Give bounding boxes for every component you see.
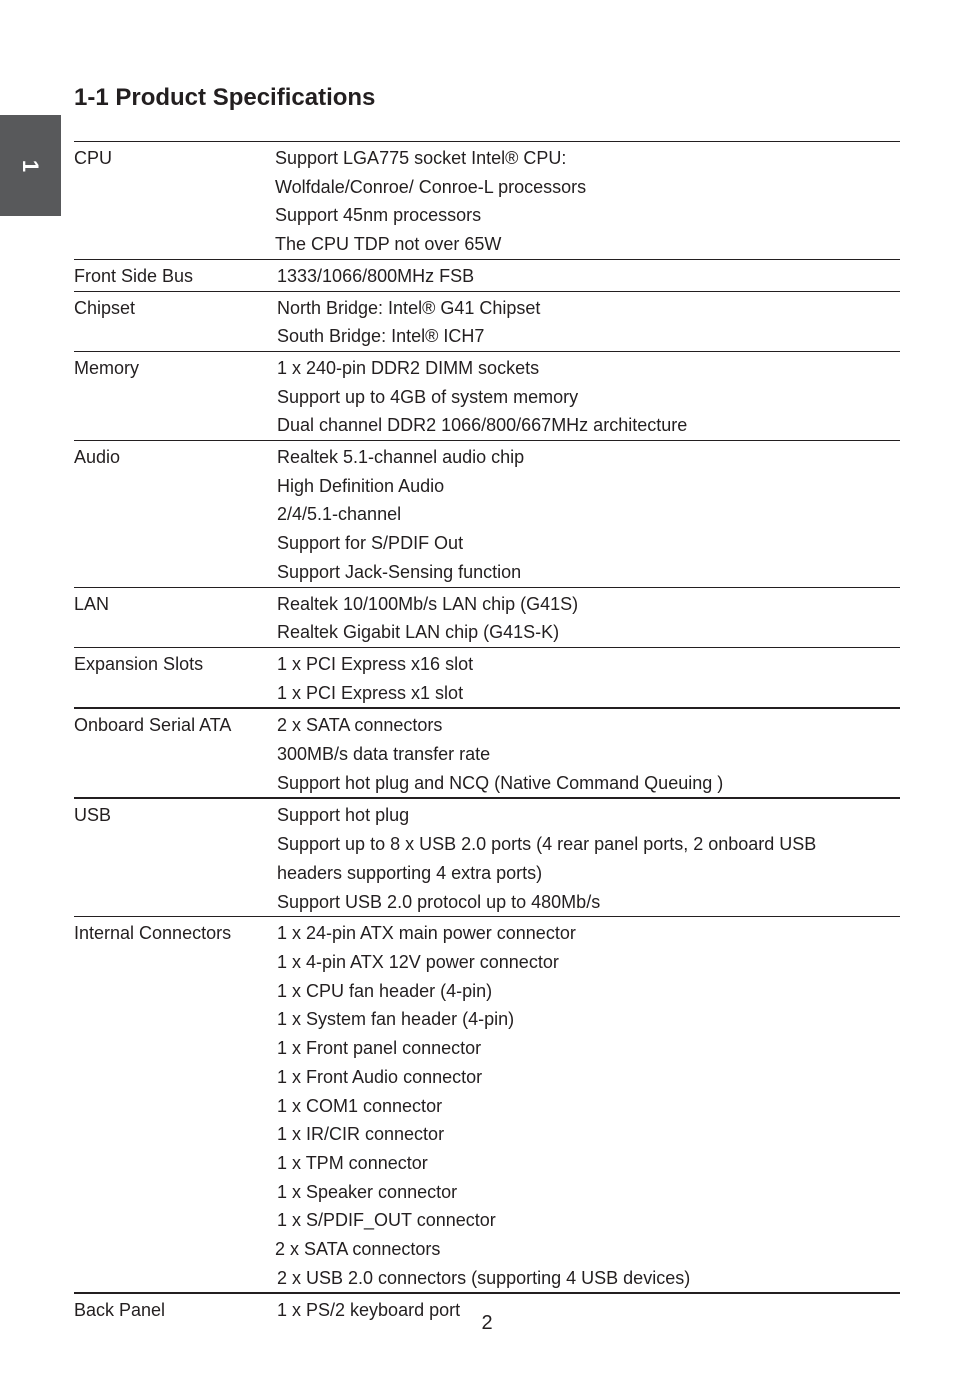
spec-line: Support for S/PDIF Out: [277, 533, 464, 554]
spec-row-usb: [74, 799, 900, 917]
spec-label: Internal Connectors: [74, 923, 232, 944]
spec-line: Support hot plug and NCQ (Native Command Queuing ): [277, 772, 724, 793]
spec-line: 1 x PS/2 keyboard port: [277, 1300, 461, 1321]
spec-label: Audio: [74, 447, 121, 468]
spec-label: Chipset: [74, 297, 136, 318]
spec-line: Realtek 10/100Mb/s LAN chip (G41S): [277, 593, 579, 614]
spec-label: CPU: [74, 148, 113, 168]
spec-values: [277, 294, 900, 351]
spec-values: [277, 144, 900, 259]
spec-line: 1 x Speaker connector: [277, 1181, 458, 1202]
spec-values: [277, 919, 900, 1292]
spec-table: [74, 141, 900, 1325]
spec-line: 1 x IR/CIR connector: [277, 1124, 445, 1145]
chapter-tab-number: 1: [18, 159, 44, 172]
spec-line: 1 x S/PDIF_OUT connector: [277, 1210, 496, 1231]
spec-line: Support 45nm processors: [275, 205, 482, 226]
spec-row-chipset: [74, 292, 900, 352]
spec-line: 1 x System fan header (4-pin): [277, 1009, 515, 1030]
spec-values: [277, 650, 900, 707]
spec-row-memory: [74, 352, 900, 441]
spec-line: Wolfdale/Conroe/ Conroe-L processors: [275, 176, 587, 197]
spec-label: Back Panel: [74, 1300, 166, 1321]
spec-label: Front Side Bus: [74, 265, 194, 286]
spec-label: USB: [74, 805, 112, 826]
spec-line: 1 x Front Audio connector: [277, 1066, 483, 1087]
spec-label: Expansion Slots: [74, 653, 204, 674]
spec-line: 2/4/5.1-channel: [277, 504, 402, 525]
spec-label: Onboard Serial ATA: [74, 715, 232, 736]
spec-row-lan: [74, 588, 900, 648]
spec-line: 1 x Front panel connector: [277, 1038, 482, 1059]
spec-line: 300MB/s data transfer rate: [277, 744, 491, 765]
page-number: 2: [481, 1312, 493, 1334]
page-title: 1-1 Product Specifications: [74, 84, 376, 111]
spec-line: headers supporting 4 extra ports): [277, 862, 543, 883]
chapter-tab: [0, 115, 61, 216]
spec-line: 2 x SATA connectors: [275, 1239, 441, 1260]
spec-line: Support up to 4GB of system memory: [277, 386, 579, 407]
spec-line: 1 x CPU fan header (4-pin): [277, 980, 493, 1001]
spec-row-onboard-serial-ata: [74, 709, 900, 799]
spec-row-front-side-bus: [74, 260, 900, 292]
spec-values: [277, 262, 900, 291]
spec-values: [277, 711, 900, 797]
spec-values: [277, 443, 900, 587]
spec-row-audio: [74, 441, 900, 588]
spec-line: High Definition Audio: [277, 475, 445, 496]
spec-values: [277, 801, 900, 916]
spec-row-expansion-slots: [74, 648, 900, 709]
spec-row-internal-connectors: [74, 917, 900, 1294]
spec-line: The CPU TDP not over 65W: [275, 234, 502, 255]
spec-values: [277, 354, 900, 440]
spec-line: Dual channel DDR2 1066/800/667MHz architecture: [277, 415, 688, 436]
spec-line: 1 x TPM connector: [277, 1152, 428, 1173]
spec-line: 1 x 240-pin DDR2 DIMM sockets: [277, 357, 540, 378]
spec-label: Memory: [74, 357, 140, 378]
spec-row-cpu: [74, 142, 900, 260]
spec-line: 1 x 4-pin ATX 12V power connector: [277, 951, 559, 972]
spec-line: 1 x COM1 connector: [277, 1095, 443, 1116]
spec-line: 1 x PCI Express x1 slot: [277, 682, 464, 703]
spec-line: Realtek 5.1-channel audio chip: [277, 447, 525, 468]
spec-line: 1333/1066/800MHz FSB: [277, 265, 475, 286]
spec-values: [277, 590, 900, 647]
spec-line: Support hot plug: [277, 805, 410, 826]
spec-line: 2 x USB 2.0 connectors (supporting 4 USB devices): [277, 1267, 691, 1288]
spec-line: 1 x PCI Express x16 slot: [277, 653, 474, 674]
spec-line: 1 x 24-pin ATX main power connector: [277, 923, 576, 944]
spec-line: South Bridge: Intel® ICH7: [277, 326, 485, 347]
spec-line: Support Jack-Sensing function: [277, 561, 522, 582]
spec-line: Realtek Gigabit LAN chip (G41S-K): [277, 622, 560, 643]
spec-line: 2 x SATA connectors: [277, 715, 443, 736]
spec-line: Support USB 2.0 protocol up to 480Mb/s: [277, 891, 601, 912]
spec-line: Support LGA775 socket Intel® CPU:: [275, 148, 567, 168]
spec-label: LAN: [74, 593, 110, 614]
spec-line: Support up to 8 x USB 2.0 ports (4 rear panel ports, 2 onboard USB: [277, 834, 817, 855]
spec-line: North Bridge: Intel® G41 Chipset: [277, 297, 541, 318]
